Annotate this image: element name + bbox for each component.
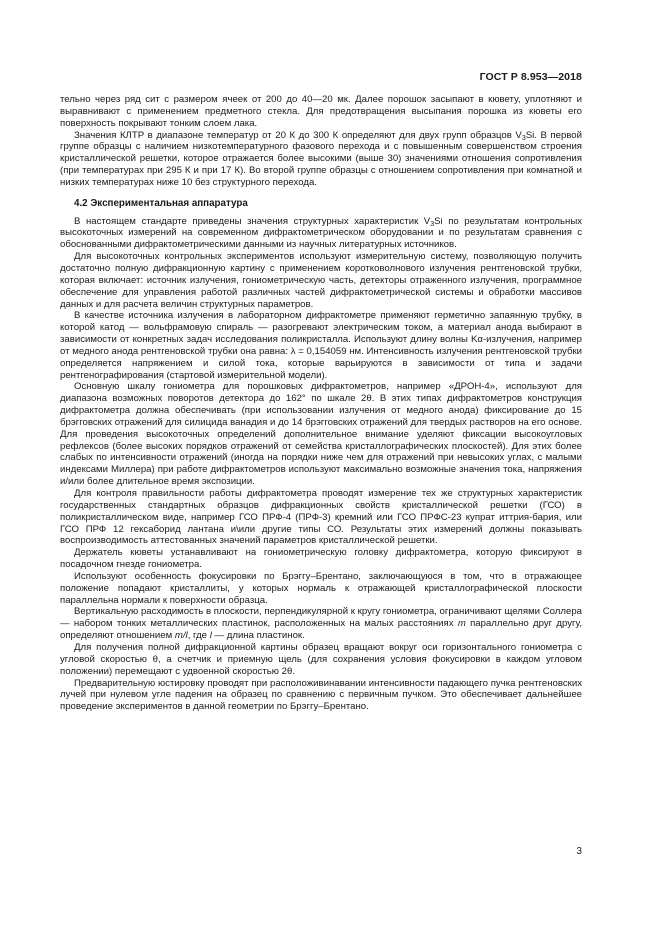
paragraph-5: В качестве источника излучения в лабораторном дифрактометре применяют герметично запаянную трубку, в которой катод — вольфрамовую спираль — разогревают электрическим током, а материал анода выбирают в зависимости от конкретных задач исследования поликристалла. Используют длину волны Kα-излучения, например от медного анода рентгеновской трубки она равна: λ = 0,154059 нм. Интенсивность излучения рентгеновской трубки определяется напряжением и силой тока, которые варьируются в зависимости от типа и задачи рентгенографирования (стартовой измерительной модели). [60,310,582,381]
paragraph-4: Для высокоточных контрольных экспериментов используют измерительную систему, позволяющую получить достаточно полную дифракционную картину с применением коротковолнового излучения рентгеновской трубки, которая включает: источник излучения, гониометрическую часть, детекторы отраженного излучения, программное обеспечение для управления работой различных частей дифрактометрической системы и обработки массивов данных и для расчета величин структурных параметров. [60,251,582,310]
paragraph-10-text-b: параллельно друг другу, определяют отношением [60,618,583,642]
paragraph-10-text-c: , где [187,630,210,642]
paragraph-7: Для контроля правильности работы дифрактометра проводят измерение тех же структурных характеристик государственных стандартных образцов дифракционных свойств кристаллической решетки (ГСО) в поликристаллическом виде, например ГСО ПРФ-4 (ПРФ-3) кремний или ГСО ПРФС-23 купрат иттрия-бария, или ГСО ПРФ 12 гексаборид лантана и\или другие типы СО. Результаты этих измерений должны показывать воспроизводимость аттестованных значений параметров кристаллической решетки. [60,488,582,547]
body-text [60,94,582,713]
paragraph-1: тельно через ряд сит с размером ячеек от 200 до 40—20 мк. Далее порошок засыпают в кювету, уплотняют и выравнивают с применением предметного стекла. Для предотвращения высыпания порошка из кюветы его поверхность покрывают тонким слоем лака. [60,94,582,129]
paragraph-3-text: В настоящем стандарте приведены значения структурных характеристик V [74,215,431,227]
paragraph-2-subscript: 3 [521,134,526,142]
paragraph-10-ratio: m/l [174,630,188,642]
paragraph-10-text-a: Вертикальную расходимость в плоскости, перпендикулярной к кругу гониометра, ограничивают щелями Соллера — набором тонких металлических пластинок, расположенных на малых расстояниях [60,606,582,630]
paragraph-3 [60,216,582,252]
paragraph-2 [60,130,582,189]
paragraph-2-continuation: Si. В первой группе образцы с наличием низкотемпературного фазового перехода и с повышенным совершенством строения кристаллической решетки, которое отражается более высокими (выше 30) значениями отношения сопротивления (при температурах при 295 К и при 17 К). Во второй группе образцы с отношением сопротивления при комнатной и низких температурах ниже 10 без структурного перехода. [60,129,582,188]
paragraph-3-continuation: Si по результатам контрольных высокоточных измерений на современном дифрактометрическом оборудовании и по результатам сравнения с обоснованными дифрактометрическими данными из научных литературных источников. [60,215,583,251]
paragraph-3-subscript: 3 [430,220,435,228]
paragraph-12: Предварительную юстировку проводят при расположивинавании интенсивности падающего пучка рентгеновских лучей при нулевом угле падения на образец по сравнению с первичным пучком. Это обеспечивает дальнейшее проведение экспериментов в данной геометрии по Брэггу–Брентано. [60,677,582,713]
paragraph-8: Держатель кюветы устанавливают на гониометрическую головку дифрактометра, которую фиксируют в посадочном гнезде гониометра. [60,547,582,571]
paragraph-10-var-m: m [457,618,466,630]
paragraph-2-text: Значения КЛТР в диапазоне температур от 20 К до 300 К определяют для двух групп образцов V [74,129,522,141]
standard-code-header: ГОСТ Р 8.953—2018 [479,71,582,83]
paragraph-11: Для получения полной дифракционной картины образец вращают вокруг оси горизонтального гониометра с угловой скоростью θ, а счетчик и приемную щель (для сохранения условия фокусировки в каждом угловом положении) перемещают с удвоенной скоростью 2θ. [60,641,582,677]
paragraph-9: Используют особенность фокусировки по Брэггу–Брентано, заключающуюся в том, что в отражающее положение попадают кристаллиты, у которых нормаль к отражающей кристаллографической плоскости параллельна нормали к поверхности образца. [60,570,582,606]
paragraph-6: Основную шкалу гониометра для порошковых дифрактометров, например «ДРОН-4», используют для диапазона возможных поворотов детектора до 162° по шкале 2θ. В этих типах дифрактометров конструкция дифрактометра должна обеспечивать (при использовании излучения от медного анода) фиксирование до 15 брэгговских отражений для силицида ванадия и до 14 брэгговских отражений для твердых растворов на его основе. Для проведения высокоточных определений дополнительное внимание уделяют фиксации высокоугловых рефлексов (более высоких порядков отражений от семейства кристаллографических плоскостей). Для этих более слабых по интенсивности отражений (иногда на порядки ниже чем для отражений при невысоких углах, с малыми индексами Миллера) при работе дифрактометров используют максимально возможные значения тока, напряжения и/или более длительное время экспозиции. [60,381,582,488]
paragraph-10 [60,606,582,642]
section-heading: 4.2 Экспериментальная аппаратура [74,197,248,209]
paragraph-10-text-d: — длина пластинок. [211,630,305,642]
page-number: 3 [576,846,582,857]
paragraph-10-var-l: l [209,630,212,642]
